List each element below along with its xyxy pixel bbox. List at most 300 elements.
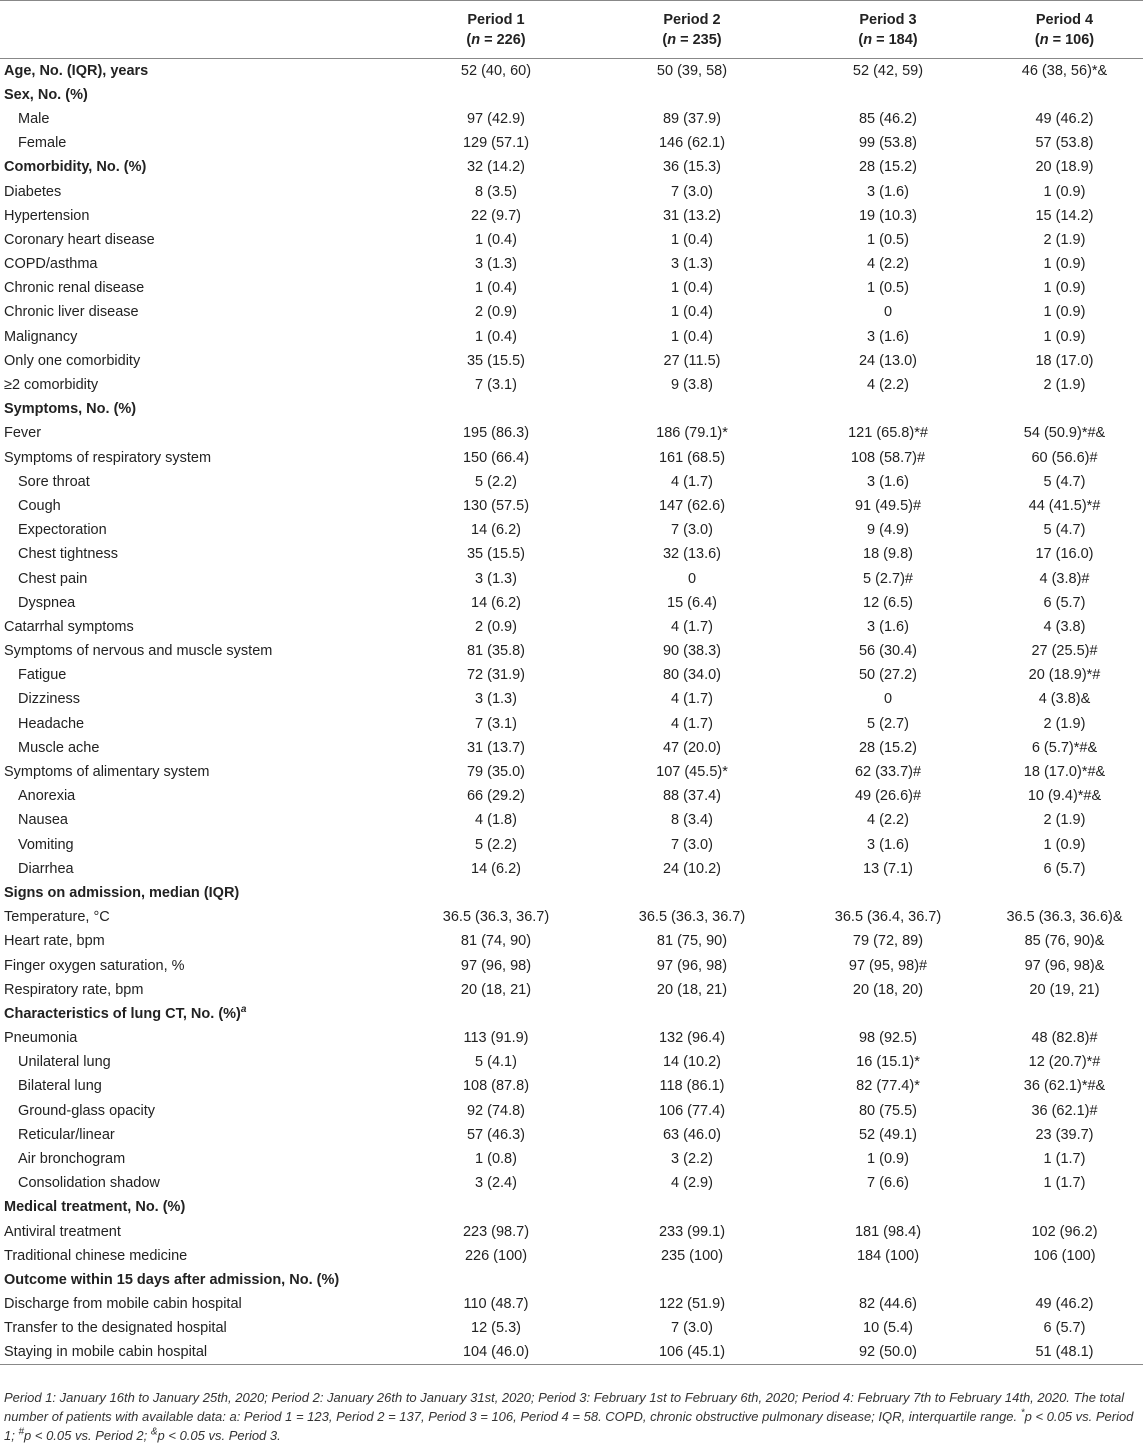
cell-period-2: 122 (51.9) (658, 1296, 726, 1313)
cell-period-1: 57 (46.3) (466, 1126, 526, 1143)
cell-period-4: 10 (9.4)*#& (1027, 788, 1102, 805)
cell-period-3: 24 (13.0) (858, 352, 918, 369)
cell-period-3: 3 (1.6) (867, 618, 909, 635)
cell-period-4: 97 (96, 98)& (1024, 957, 1105, 974)
cell-period-3 (790, 1195, 986, 1219)
row-label (0, 1316, 398, 1340)
table-row (0, 349, 1143, 373)
row-label-text: Only one comorbidity (4, 352, 141, 369)
cell-period-2: 9 (3.8) (671, 377, 713, 394)
footnote-main: Period 1: January 16th to January 25th, 2020; Period 2: January 26th to January 31st, 2020; Period 3: February 1st to February 6th, 2020; Period 4: February 7th to February 14th, 2020. The total number of patients with available data: a: Period 1 = 123, Period 2 = 137, Period 3 = 106, Period 4 = 58. COPD, chronic obstructive pulmonary disease; IQR, interquartile range. (4, 1390, 1125, 1424)
cell-period-4: 48 (82.8)# (1031, 1030, 1098, 1047)
cell-period-2: 7 (3.0) (671, 522, 713, 539)
cell-period-4: 12 (20.7)*# (1028, 1054, 1101, 1071)
row-label-text: Bilateral lung (18, 1078, 102, 1095)
row-label (0, 929, 398, 953)
section-row (0, 397, 1143, 421)
row-label-text: Coronary heart disease (4, 231, 155, 248)
cell-period-3: 98 (92.5) (858, 1030, 918, 1047)
table-row (0, 1316, 1143, 1340)
cell-period-3: 1 (0.5) (867, 231, 909, 248)
cell-period-3: 20 (18, 20) (852, 981, 924, 998)
cell-period-4 (986, 1002, 1143, 1026)
table-row (0, 1220, 1143, 1244)
row-label-text: Chronic renal disease (4, 280, 145, 297)
period-1-n-symbol: n (471, 31, 481, 48)
row-label-text: Characteristics of lung CT, No. (%) (4, 1005, 241, 1022)
row-label (0, 760, 398, 784)
cell-period-1: 108 (87.8) (462, 1078, 530, 1095)
cell-period-4: 23 (39.7) (1035, 1126, 1094, 1143)
table-header (0, 1, 1143, 59)
cell-period-1: 7 (3.1) (475, 377, 517, 394)
row-label-text: Finger oxygen saturation, % (4, 957, 185, 974)
cell-period-1 (398, 881, 594, 905)
row-label (0, 1026, 398, 1050)
section-row (0, 1268, 1143, 1292)
table-row (0, 615, 1143, 639)
row-label (0, 179, 398, 203)
cell-period-2: 8 (3.4) (671, 812, 713, 829)
row-label-text: Fatigue (18, 667, 67, 684)
cell-period-3: 49 (26.6)# (854, 788, 922, 805)
row-label (0, 1195, 398, 1219)
table-row (0, 905, 1143, 929)
footnote-sig-1: p < 0.05 vs. Period 1; (4, 1409, 1134, 1443)
cell-period-2 (594, 881, 790, 905)
row-label-text: Catarrhal symptoms (4, 618, 134, 635)
header-empty-cell (0, 1, 398, 59)
row-label-text: Nausea (18, 812, 68, 829)
table-row (0, 953, 1143, 977)
row-label-text: Ground-glass opacity (18, 1102, 156, 1119)
cell-period-4: 2 (1.9) (1043, 715, 1086, 732)
cell-period-1: 2 (0.9) (475, 304, 517, 321)
cell-period-4: 54 (50.9)*#& (1023, 425, 1106, 442)
row-label (0, 663, 398, 687)
footnote-sig-3: p < 0.05 vs. Period 3. (157, 1428, 281, 1443)
cell-period-4: 60 (56.6)# (1031, 449, 1098, 466)
row-label (0, 566, 398, 590)
table-row (0, 107, 1143, 131)
cell-period-1: 31 (13.7) (466, 739, 526, 756)
row-label (0, 470, 398, 494)
cell-period-2: 20 (18, 21) (656, 981, 728, 998)
cell-period-4: 36 (62.1)*#& (1023, 1078, 1106, 1095)
row-label (0, 276, 398, 300)
row-label-text: Dyspnea (18, 594, 76, 611)
cell-period-2: 4 (1.7) (671, 715, 713, 732)
cell-period-2: 88 (37.4) (662, 788, 722, 805)
cell-period-1: 35 (15.5) (466, 546, 526, 563)
cell-period-3: 3 (1.6) (867, 836, 909, 853)
period-2-n-symbol: n (667, 31, 677, 48)
cell-period-1: 223 (98.7) (462, 1223, 530, 1240)
row-label (0, 131, 398, 155)
cell-period-3: 18 (9.8) (863, 546, 913, 563)
row-label (0, 1244, 398, 1268)
row-label-text: Symptoms of respiratory system (4, 449, 212, 466)
header-period-4: Period 4 (n = 106) (986, 1, 1143, 59)
cell-period-1: 97 (42.9) (466, 110, 526, 127)
table-body (0, 59, 1143, 1365)
footnote-mark-star: * (1020, 1407, 1025, 1419)
cell-period-2: 63 (46.0) (662, 1126, 722, 1143)
cell-period-4: 4 (3.8)& (1038, 691, 1091, 708)
row-label-text: Respiratory rate, bpm (4, 981, 144, 998)
cell-period-3: 52 (49.1) (858, 1126, 918, 1143)
cell-period-4: 36 (62.1)# (1031, 1102, 1098, 1119)
table-row (0, 833, 1143, 857)
table-row (0, 663, 1143, 687)
cell-period-1: 22 (9.7) (471, 207, 521, 224)
cell-period-3: 97 (95, 98)# (848, 957, 928, 974)
table-row (0, 252, 1143, 276)
period-1-label: Period 1 (467, 11, 525, 28)
row-label (0, 736, 398, 760)
table-row (0, 1050, 1143, 1074)
row-label-text: Expectoration (18, 522, 107, 539)
cell-period-2 (594, 397, 790, 421)
cell-period-3: 3 (1.6) (867, 473, 909, 490)
row-label (0, 107, 398, 131)
table-row (0, 204, 1143, 228)
row-label-text: Hypertension (4, 207, 90, 224)
cell-period-3: 7 (6.6) (867, 1175, 909, 1192)
cell-period-1: 3 (1.3) (475, 691, 517, 708)
footnote-mark-hash: # (18, 1426, 25, 1438)
cell-period-1 (398, 397, 594, 421)
cell-period-3: 99 (53.8) (858, 135, 918, 152)
row-label-text: Cough (18, 497, 61, 514)
row-label-text: Comorbidity, No. (%) (4, 159, 147, 176)
cell-period-4 (986, 397, 1143, 421)
row-label (0, 687, 398, 711)
row-label (0, 712, 398, 736)
cell-period-2: 24 (10.2) (662, 860, 722, 877)
cell-period-2: 1 (0.4) (671, 280, 713, 297)
row-label-text: Symptoms, No. (%) (4, 401, 137, 418)
cell-period-1: 8 (3.5) (475, 183, 517, 200)
table-row (0, 1340, 1143, 1364)
cell-period-2: 89 (37.9) (662, 110, 722, 127)
row-label-text: Chest pain (18, 570, 88, 587)
row-label (0, 808, 398, 832)
period-3-count: = 184 (876, 31, 913, 48)
row-label-text: Headache (18, 715, 85, 732)
period-4-n-symbol: n (1039, 31, 1049, 48)
cell-period-1: 7 (3.1) (475, 715, 517, 732)
row-label (0, 1002, 398, 1026)
section-row (0, 59, 1143, 83)
table-row (0, 179, 1143, 203)
cell-period-1: 72 (31.9) (466, 667, 526, 684)
table-row (0, 1099, 1143, 1123)
row-label (0, 349, 398, 373)
cell-period-3: 28 (15.2) (858, 159, 918, 176)
cell-period-4: 2 (1.9) (1043, 231, 1086, 248)
row-label-text: Female (18, 135, 67, 152)
cell-period-2: 80 (34.0) (662, 667, 722, 684)
row-label-text: Dizziness (18, 691, 81, 708)
row-label-text: Age, No. (IQR), years (4, 62, 149, 79)
table-row (0, 639, 1143, 663)
cell-period-4: 4 (3.8)# (1039, 570, 1090, 587)
row-label (0, 204, 398, 228)
table-row (0, 1123, 1143, 1147)
cell-period-4: 6 (5.7)*#& (1031, 739, 1098, 756)
cell-period-4 (986, 1268, 1143, 1292)
cell-period-2: 36 (15.3) (662, 159, 722, 176)
cell-period-4: 49 (46.2) (1035, 1296, 1094, 1313)
cell-period-3: 79 (72, 89) (852, 933, 924, 950)
row-label-text: Chest tightness (18, 546, 118, 563)
cell-period-2: 7 (3.0) (671, 836, 713, 853)
cell-period-4: 1 (0.9) (1043, 280, 1086, 297)
row-label-text: ≥2 comorbidity (4, 377, 99, 394)
period-1-count: = 226 (484, 31, 521, 48)
table-row (0, 325, 1143, 349)
cell-period-4: 46 (38, 56)*& (1021, 62, 1108, 79)
row-label (0, 542, 398, 566)
table-row (0, 228, 1143, 252)
table-row (0, 276, 1143, 300)
row-label-text: Outcome within 15 days after admission, No. (%) (4, 1271, 340, 1288)
row-label-text: Vomiting (18, 836, 74, 853)
cell-period-3: 19 (10.3) (858, 207, 918, 224)
row-label-text: Symptoms of alimentary system (4, 764, 210, 781)
row-label (0, 228, 398, 252)
cell-period-2: 1 (0.4) (671, 304, 713, 321)
cell-period-3 (790, 881, 986, 905)
row-label (0, 1147, 398, 1171)
cell-period-4: 6 (5.7) (1043, 1320, 1086, 1337)
table-row (0, 591, 1143, 615)
cell-period-3: 1 (0.5) (867, 280, 909, 297)
row-label-text: Antiviral treatment (4, 1223, 121, 1240)
cell-period-2: 7 (3.0) (671, 1320, 713, 1337)
cell-period-3: 16 (15.1)* (856, 1054, 920, 1071)
cell-period-2: 1 (0.4) (671, 231, 713, 248)
cell-period-4: 44 (41.5)*# (1028, 497, 1101, 514)
cell-period-4: 20 (18.9) (1035, 159, 1094, 176)
row-label (0, 494, 398, 518)
cell-period-3: 52 (42, 59) (852, 62, 924, 79)
header-period-3: Period 3 (n = 184) (790, 1, 986, 59)
cell-period-3: 5 (2.7) (867, 715, 909, 732)
cell-period-1: 66 (29.2) (466, 788, 526, 805)
row-label-text: Signs on admission, median (IQR) (4, 884, 240, 901)
cell-period-3: 36.5 (36.4, 36.7) (834, 909, 942, 926)
cell-period-4: 17 (16.0) (1035, 546, 1094, 563)
cell-period-1: 36.5 (36.3, 36.7) (442, 909, 550, 926)
row-label-text: Male (18, 110, 50, 127)
table-row (0, 808, 1143, 832)
cell-period-1: 12 (5.3) (471, 1320, 521, 1337)
cell-period-4: 20 (19, 21) (1029, 981, 1100, 998)
cell-period-4: 2 (1.9) (1043, 812, 1086, 829)
row-label (0, 953, 398, 977)
table-row (0, 421, 1143, 445)
cell-period-3: 12 (6.5) (863, 594, 913, 611)
row-label (0, 325, 398, 349)
cell-period-2: 235 (100) (660, 1247, 724, 1264)
cell-period-2: 147 (62.6) (658, 497, 726, 514)
cell-period-1: 4 (1.8) (475, 812, 517, 829)
cell-period-1: 3 (1.3) (475, 570, 517, 587)
row-label-text: Medical treatment, No. (%) (4, 1199, 186, 1216)
row-label (0, 1171, 398, 1195)
period-2-count: = 235 (680, 31, 717, 48)
cell-period-3: 0 (883, 691, 893, 708)
header-period-1: Period 1 (n = 226) (398, 1, 594, 59)
cell-period-4: 36.5 (36.3, 36.6)& (1006, 909, 1123, 926)
cell-period-3: 10 (5.4) (863, 1320, 913, 1337)
cell-period-3: 108 (58.7)# (850, 449, 926, 466)
cell-period-1: 81 (35.8) (466, 643, 526, 660)
cell-period-3: 9 (4.9) (867, 522, 909, 539)
row-label-text: Heart rate, bpm (4, 933, 105, 950)
cell-period-4: 1 (0.9) (1043, 836, 1086, 853)
cell-period-1: 2 (0.9) (475, 618, 517, 635)
cell-period-1: 3 (1.3) (475, 256, 517, 273)
cell-period-1: 5 (4.1) (475, 1054, 517, 1071)
row-label-text: Anorexia (18, 788, 76, 805)
table-row (0, 1026, 1143, 1050)
cell-period-1: 110 (48.7) (463, 1296, 529, 1313)
table-row (0, 1171, 1143, 1195)
cell-period-1: 5 (2.2) (475, 473, 517, 490)
cell-period-4: 18 (17.0)*#& (1023, 764, 1106, 781)
row-label (0, 397, 398, 421)
cell-period-3 (790, 83, 986, 107)
cell-period-2: 3 (2.2) (671, 1151, 713, 1168)
cell-period-1: 14 (6.2) (471, 860, 521, 877)
cell-period-2: 132 (96.4) (658, 1030, 726, 1047)
cell-period-4: 102 (96.2) (1031, 1223, 1098, 1240)
row-label-text: Air bronchogram (18, 1151, 126, 1168)
cell-period-4: 15 (14.2) (1035, 207, 1094, 224)
row-label-text: Transfer to the designated hospital (4, 1320, 227, 1337)
period-3-label: Period 3 (859, 11, 917, 28)
cell-period-2: 118 (86.1) (659, 1078, 725, 1095)
cell-period-2 (594, 1268, 790, 1292)
cell-period-4: 5 (4.7) (1043, 522, 1086, 539)
cell-period-1: 79 (35.0) (466, 764, 526, 781)
cell-period-4: 1 (0.9) (1043, 304, 1086, 321)
row-label (0, 421, 398, 445)
row-label (0, 905, 398, 929)
table-row (0, 131, 1143, 155)
table-row (0, 784, 1143, 808)
table-row (0, 929, 1143, 953)
row-label (0, 1292, 398, 1316)
row-label-text: Symptoms of nervous and muscle system (4, 643, 273, 660)
row-label (0, 615, 398, 639)
cell-period-3: 50 (27.2) (858, 667, 918, 684)
cell-period-3: 62 (33.7)# (854, 764, 922, 781)
cell-period-2: 233 (99.1) (658, 1223, 726, 1240)
table-row (0, 494, 1143, 518)
cell-period-1: 52 (40, 60) (460, 62, 532, 79)
cell-period-1: 129 (57.1) (462, 135, 530, 152)
row-label (0, 59, 398, 83)
row-label-text: Traditional chinese medicine (4, 1247, 188, 1264)
cell-period-2: 4 (1.7) (671, 691, 713, 708)
row-label (0, 252, 398, 276)
table-row (0, 542, 1143, 566)
row-label (0, 83, 398, 107)
row-label (0, 1123, 398, 1147)
table-row (0, 687, 1143, 711)
cell-period-1 (398, 1268, 594, 1292)
section-row (0, 83, 1143, 107)
cell-period-4: 1 (0.9) (1043, 183, 1086, 200)
cell-period-2: 0 (687, 570, 697, 587)
cell-period-2: 32 (13.6) (662, 546, 722, 563)
cell-period-3: 13 (7.1) (863, 860, 913, 877)
table-row (0, 712, 1143, 736)
cell-period-4: 18 (17.0) (1035, 352, 1094, 369)
row-label-text: Diabetes (4, 183, 62, 200)
cell-period-4: 1 (1.7) (1043, 1151, 1086, 1168)
cell-period-1: 3 (2.4) (475, 1175, 517, 1192)
cell-period-4 (986, 83, 1143, 107)
cell-period-1: 1 (0.4) (475, 231, 517, 248)
cell-period-1 (398, 1002, 594, 1026)
row-label (0, 639, 398, 663)
cell-period-2: 47 (20.0) (662, 739, 722, 756)
cell-period-4: 4 (3.8) (1043, 618, 1086, 635)
row-label-text: Fever (4, 425, 42, 442)
cell-period-1: 104 (46.0) (398, 1340, 594, 1364)
cell-period-3: 0 (883, 304, 893, 321)
period-4-count: = 106 (1052, 31, 1090, 48)
cell-period-4: 57 (53.8) (1035, 135, 1094, 152)
row-label-text: COPD/asthma (4, 256, 98, 273)
cell-period-3: 82 (44.6) (858, 1296, 918, 1313)
cell-period-1: 150 (66.4) (462, 449, 530, 466)
cell-period-2: 186 (79.1)* (656, 425, 728, 442)
row-label-text: Chronic liver disease (4, 304, 139, 321)
row-label-text: Malignancy (4, 328, 78, 345)
cell-period-4 (986, 881, 1143, 905)
period-4-label: Period 4 (1035, 11, 1094, 28)
row-label (0, 833, 398, 857)
cell-period-2: 36.5 (36.3, 36.7) (638, 909, 746, 926)
table-row (0, 760, 1143, 784)
cell-period-3: 4 (2.2) (867, 812, 909, 829)
cell-period-3: 3 (1.6) (867, 328, 909, 345)
cell-period-3: 5 (2.7)# (863, 570, 913, 587)
row-label-text: Diarrhea (18, 860, 74, 877)
cell-period-3: 4 (2.2) (867, 256, 909, 273)
cell-period-4: 85 (76, 90)& (1024, 933, 1105, 950)
footnote-mark-amp: & (150, 1426, 158, 1438)
row-label (0, 300, 398, 324)
table-row (0, 446, 1143, 470)
table-footnote (4, 1388, 1139, 1445)
cell-period-3: 1 (0.9) (867, 1151, 909, 1168)
row-label (0, 1340, 398, 1364)
cell-period-4: 20 (18.9)*# (1028, 667, 1101, 684)
row-label (0, 1268, 398, 1292)
table-row (0, 566, 1143, 590)
cell-period-4: 6 (5.7) (1043, 860, 1086, 877)
row-label-text: Sore throat (18, 473, 90, 490)
cell-period-2: 27 (11.5) (663, 352, 721, 369)
row-label-text: Unilateral lung (18, 1054, 111, 1071)
